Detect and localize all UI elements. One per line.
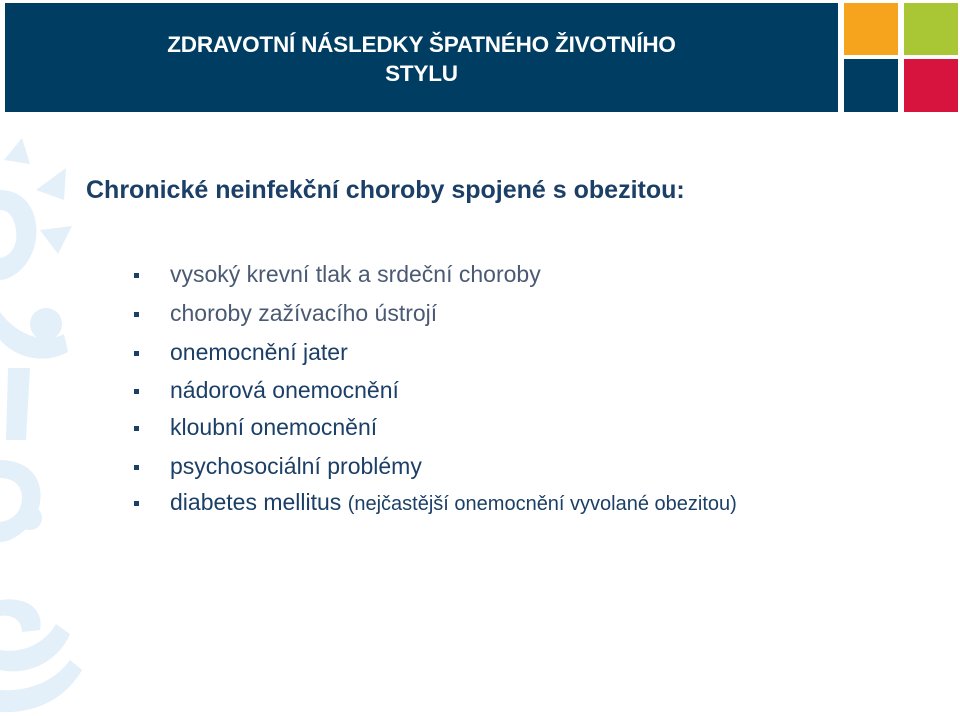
list-item-label: choroby zažívacího ústrojí xyxy=(170,300,438,326)
wave-1 xyxy=(0,599,41,632)
slide-title xyxy=(5,30,838,88)
list-item-text xyxy=(170,298,437,328)
list-item-note: (nejčastější onemocnění vyvolané obezitou) xyxy=(347,493,737,515)
navy-tile xyxy=(844,59,898,112)
bullet-square-icon xyxy=(134,426,139,431)
list-item-label: onemocnění jater xyxy=(170,339,348,365)
wave-2 xyxy=(0,624,70,671)
sun-ray-1 xyxy=(4,138,30,164)
sun-ray-3 xyxy=(40,226,72,254)
green-tile xyxy=(904,3,958,55)
list-item-label: nádorová onemocnění xyxy=(170,377,399,403)
sun-ray-2 xyxy=(36,168,66,200)
bullet-square-icon xyxy=(134,465,139,470)
figure-body xyxy=(6,368,30,440)
red-tile xyxy=(904,59,958,112)
bullet-square-icon xyxy=(134,312,139,317)
bullet-square-icon xyxy=(134,273,139,278)
orange-tile xyxy=(844,3,898,55)
content-heading: Chronické neinfekční choroby spojené s obezitou: xyxy=(86,176,685,204)
title-banner xyxy=(5,3,838,112)
list-item-label: vysoký krevní tlak a srdeční choroby xyxy=(170,261,541,287)
list-item-text xyxy=(170,259,541,289)
list-item-text xyxy=(170,451,422,481)
list-item-label: diabetes mellitus xyxy=(170,489,342,515)
sun-figure-decoration xyxy=(0,130,110,716)
figure-head xyxy=(30,308,62,340)
list-item-text xyxy=(170,487,737,519)
list-item-text xyxy=(170,412,377,442)
bullet-square-icon xyxy=(134,351,139,356)
list-item-label: psychosociální problémy xyxy=(170,453,422,479)
list-item-text xyxy=(170,375,399,405)
figure-curve xyxy=(0,460,41,542)
bullet-square-icon xyxy=(134,501,139,506)
list-item-label: kloubní onemocnění xyxy=(170,414,378,440)
slide-title-line-2: STYLU xyxy=(385,61,458,86)
sun-arc xyxy=(0,190,36,280)
list-item-text xyxy=(170,337,348,367)
slide-title-line-1: ZDRAVOTNÍ NÁSLEDKY ŠPATNÉHO ŽIVOTNÍHO xyxy=(167,32,676,57)
bullet-square-icon xyxy=(134,389,139,394)
figure-dot xyxy=(18,506,42,530)
